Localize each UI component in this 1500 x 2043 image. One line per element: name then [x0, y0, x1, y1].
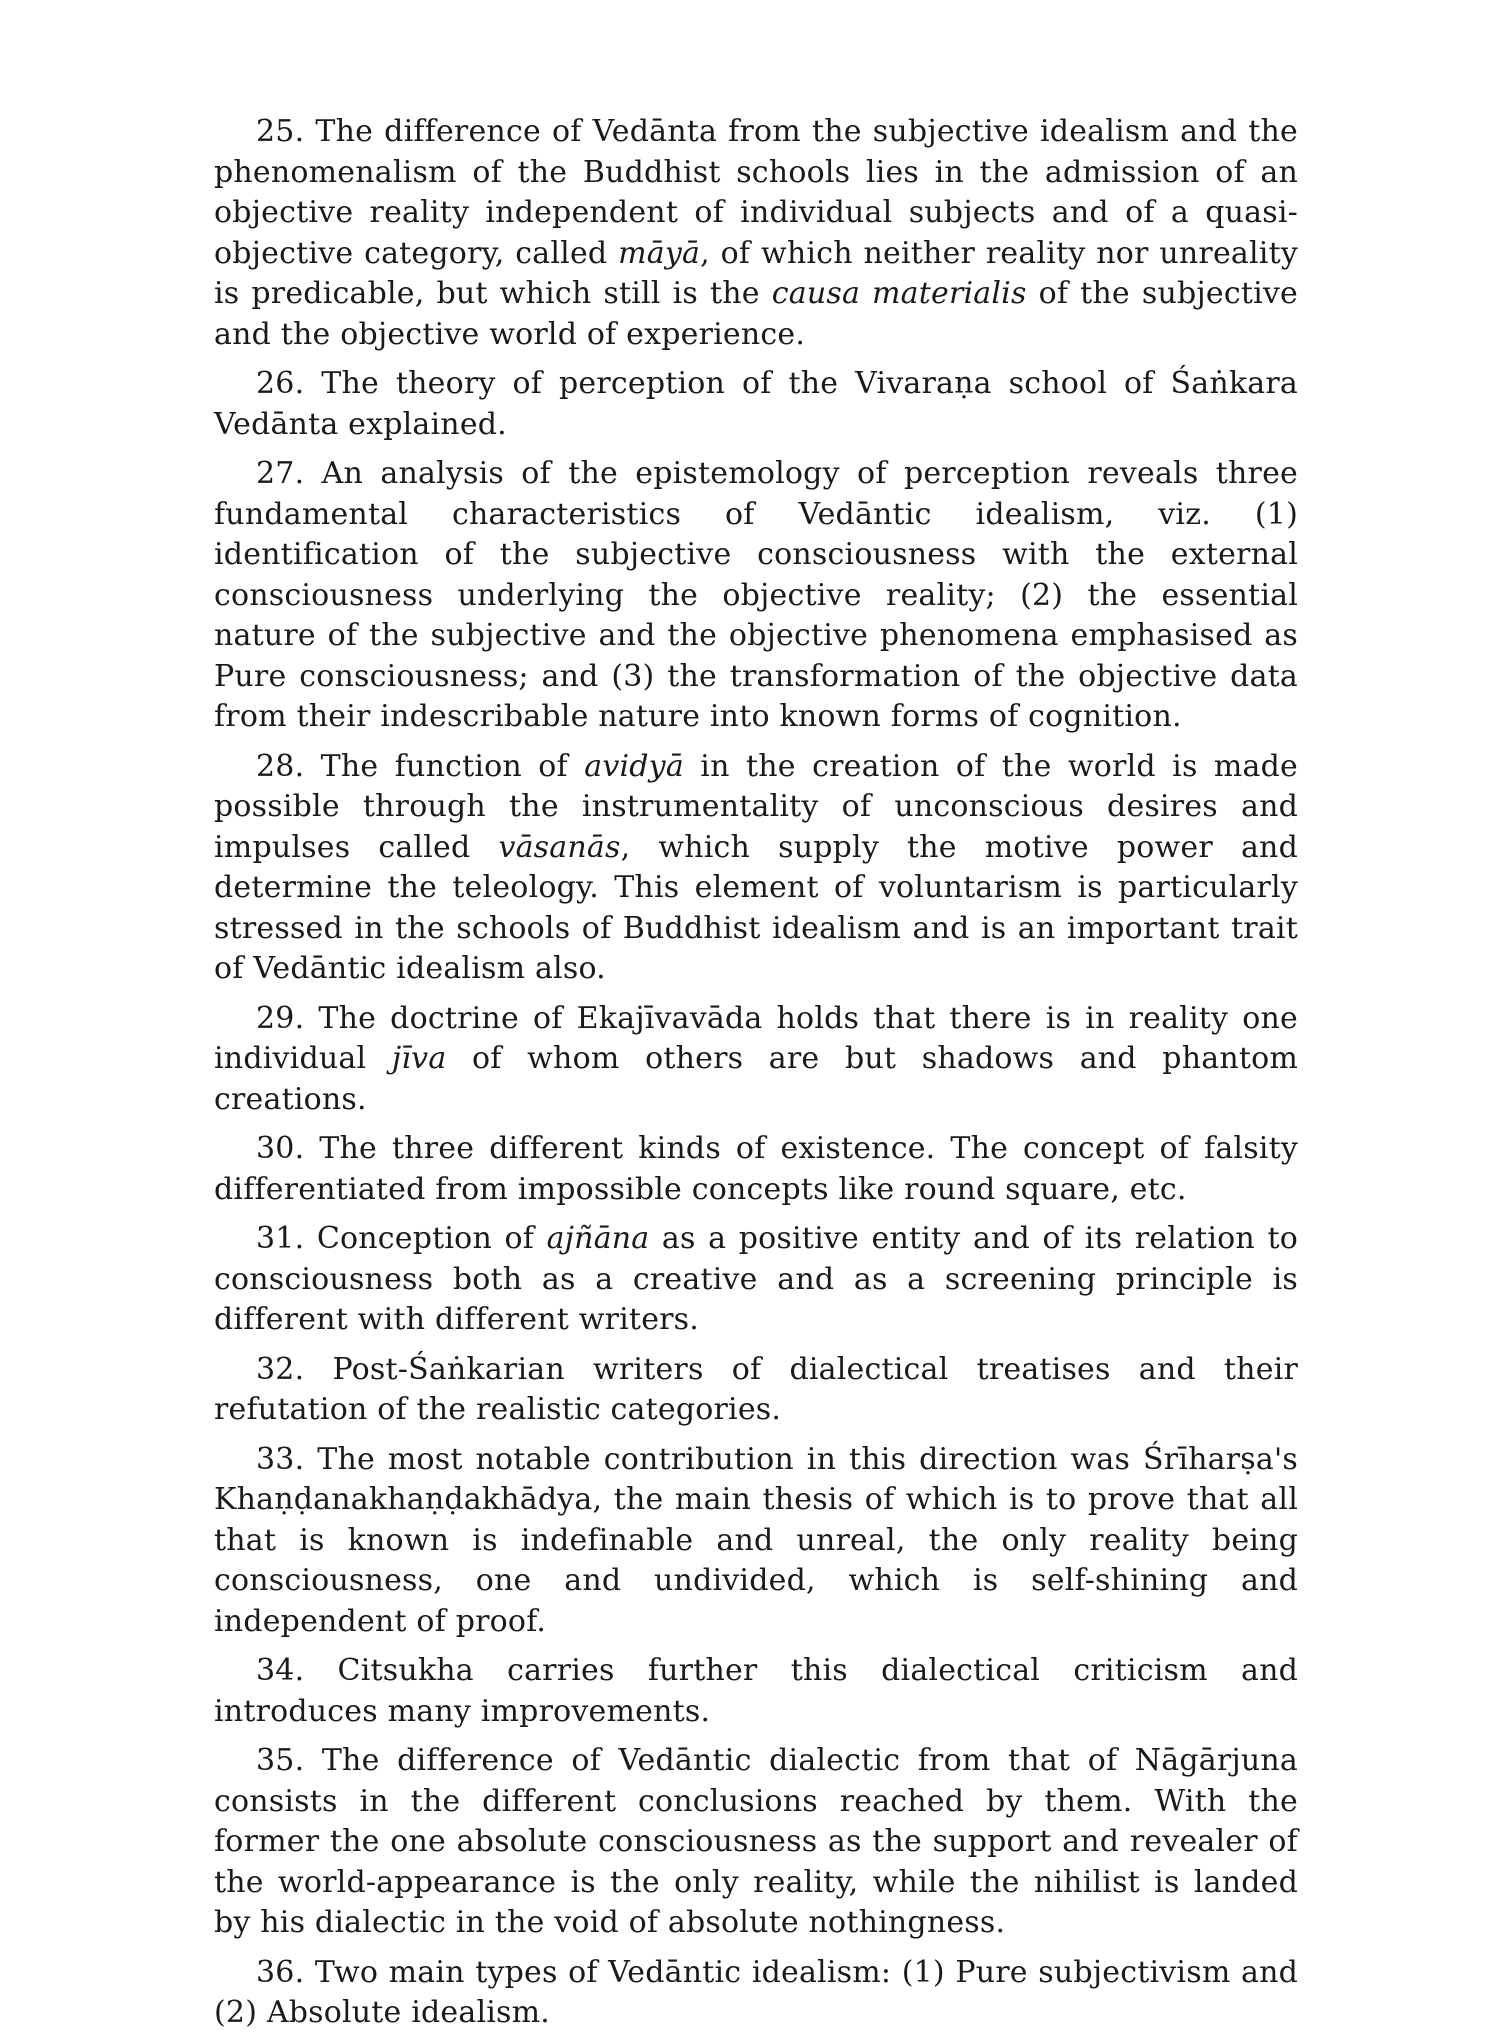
- paragraph-27: 27. An analysis of the epistemology of perception reveals three fundamental characteristics of Vedāntic idealism, viz. (1) identification of the subjective consciousness with the external consciousness underlying the objective reality; (2) the essential nature of the subjective and the objective phenomena emphasised as Pure consciousness; and (3) the transformation of the objective data from their indescribable nature into known forms of cognition.: [214, 456, 1298, 734]
- paragraph-33: 33. The most notable contribution in this direction was Śrīharṣa's Khaṇḍanakhaṇḍakhādya, the main thesis of which is to prove that all that is known is indefinable and unreal, the only reality being consciousness, one and undivided, which is self-shining and independent of proof.: [214, 1441, 1298, 1639]
- paragraph-26: 26. The theory of perception of the Vivaraṇa school of Śaṅkara Vedānta explained.: [214, 366, 1298, 442]
- paragraph-31: 31. Conception of ajñāna as a positive entity and of its relation to consciousness both as a creative and as a screening principle is different with different writers.: [214, 1221, 1298, 1337]
- paragraph-32: 32. Post-Śaṅkarian writers of dialectical treatises and their refutation of the realistic categories.: [214, 1351, 1298, 1427]
- paragraph-28: 28. The function of avidyā in the creation of the world is made possible through the instrumentality of unconscious desires and impulses called vāsanās, which supply the motive power and determine the teleology. This element of voluntarism is particularly stressed in the schools of Buddhist idealism and is an important trait of Vedāntic idealism also.: [214, 748, 1298, 986]
- paragraph-30: 30. The three different kinds of existence. The concept of falsity differentiated from impossible concepts like round square, etc.: [214, 1131, 1298, 1207]
- document-page: [214, 112, 1298, 2043]
- paragraph-29: 29. The doctrine of Ekajīvavāda holds that there is in reality one individual jīva of whom others are but shadows and phantom creations.: [214, 1000, 1298, 1117]
- paragraph-34: 34. Citsukha carries further this dialectical criticism and introduces many improvements.: [214, 1653, 1298, 1729]
- paragraph-36: 36. Two main types of Vedāntic idealism: (1) Pure subjectivism and (2) Absolute idealism.: [214, 1954, 1298, 2030]
- paragraph-35: 35. The difference of Vedāntic dialectic from that of Nāgārjuna consists in the different conclusions reached by them. With the former the one absolute consciousness as the support and revealer of the world-appearance is the only reality, while the nihilist is landed by his dialectic in the void of absolute nothingness.: [214, 1743, 1298, 1940]
- paragraph-25: 25. The difference of Vedānta from the subjective idealism and the phenomenalism of the Buddhist schools lies in the admission of an objective reality independent of individual subjects and of a quasi-objective category, called māyā, of which neither reality nor unreality is predicable, but which still is the causa materialis of the subjective and the objective world of experience.: [214, 114, 1299, 352]
